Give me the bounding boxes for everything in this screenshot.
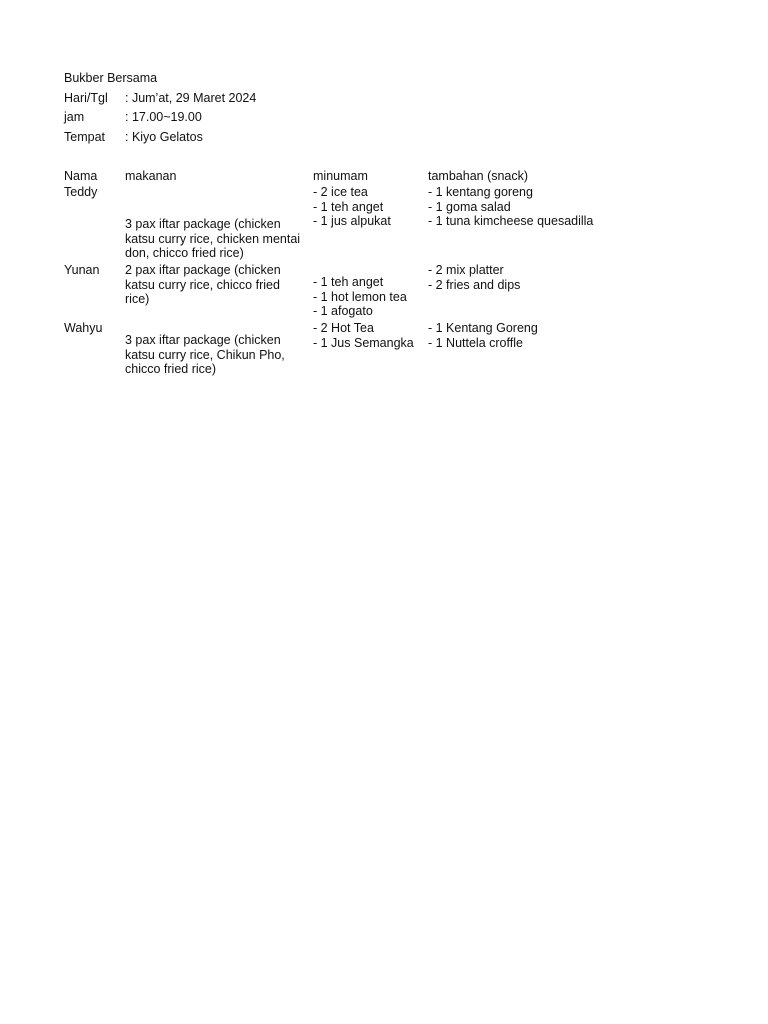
column-header-name: Nama (64, 169, 98, 183)
row-drinks-yunan (313, 275, 407, 319)
column-header-food: makanan (125, 169, 177, 183)
row-snacks-wahyu (428, 321, 538, 350)
food-line: katsu curry rice, chicco fried (125, 277, 280, 292)
snack-line: - 1 Kentang Goreng (428, 321, 538, 335)
row-name-wahyu: Wahyu (64, 321, 103, 335)
field-value-time: : 17.00~19.00 (125, 110, 202, 124)
snack-line: - 2 mix platter (428, 263, 504, 277)
food-line: don, chicco fried rice) (125, 246, 244, 261)
drink-line: - 1 hot lemon tea (313, 289, 407, 304)
food-line: 3 pax iftar package (chicken (125, 333, 281, 347)
drink-line: - 1 afogato (313, 304, 373, 319)
food-line: 2 pax iftar package (chicken (125, 263, 281, 277)
drink-line: - 2 Hot Tea (313, 321, 374, 335)
drink-line: - 1 jus alpukat (313, 214, 391, 229)
food-line: 3 pax iftar package (chicken (125, 217, 281, 231)
drink-line: - 2 ice tea (313, 185, 368, 199)
drink-line: - 1 teh anget (313, 275, 384, 289)
field-value-place: : Kiyo Gelatos (125, 130, 203, 144)
field-label-date: Hari/Tgl (64, 91, 108, 105)
snack-line: - 2 fries and dips (428, 277, 521, 292)
row-snacks-teddy (428, 185, 593, 229)
drink-line: - 1 teh anget (313, 199, 384, 214)
row-food-wahyu (125, 333, 310, 377)
row-food-yunan (125, 263, 310, 307)
snack-line: - 1 Nuttela croffle (428, 335, 523, 350)
food-line: katsu curry rice, Chikun Pho, (125, 347, 285, 362)
food-line: rice) (125, 292, 150, 307)
food-line: katsu curry rice, chicken mentai (125, 231, 301, 246)
field-value-date: : Jum’at, 29 Maret 2024 (125, 91, 257, 105)
field-label-time: jam (64, 110, 85, 124)
document-title: Bukber Bersama (64, 71, 158, 85)
column-header-drinks: minumam (313, 169, 368, 183)
food-line: chicco fried rice) (125, 362, 216, 377)
snack-line: - 1 tuna kimcheese quesadilla (428, 214, 594, 229)
column-header-snacks: tambahan (snack) (428, 169, 529, 183)
row-food-teddy (125, 217, 310, 261)
row-name-teddy: Teddy (64, 185, 98, 199)
drink-line: - 1 Jus Semangka (313, 335, 414, 350)
row-snacks-yunan (428, 263, 520, 292)
snack-line: - 1 goma salad (428, 199, 511, 214)
row-drinks-teddy (313, 185, 391, 229)
row-name-yunan: Yunan (64, 263, 100, 277)
row-drinks-wahyu (313, 321, 414, 350)
field-label-place: Tempat (64, 130, 105, 144)
snack-line: - 1 kentang goreng (428, 185, 533, 199)
